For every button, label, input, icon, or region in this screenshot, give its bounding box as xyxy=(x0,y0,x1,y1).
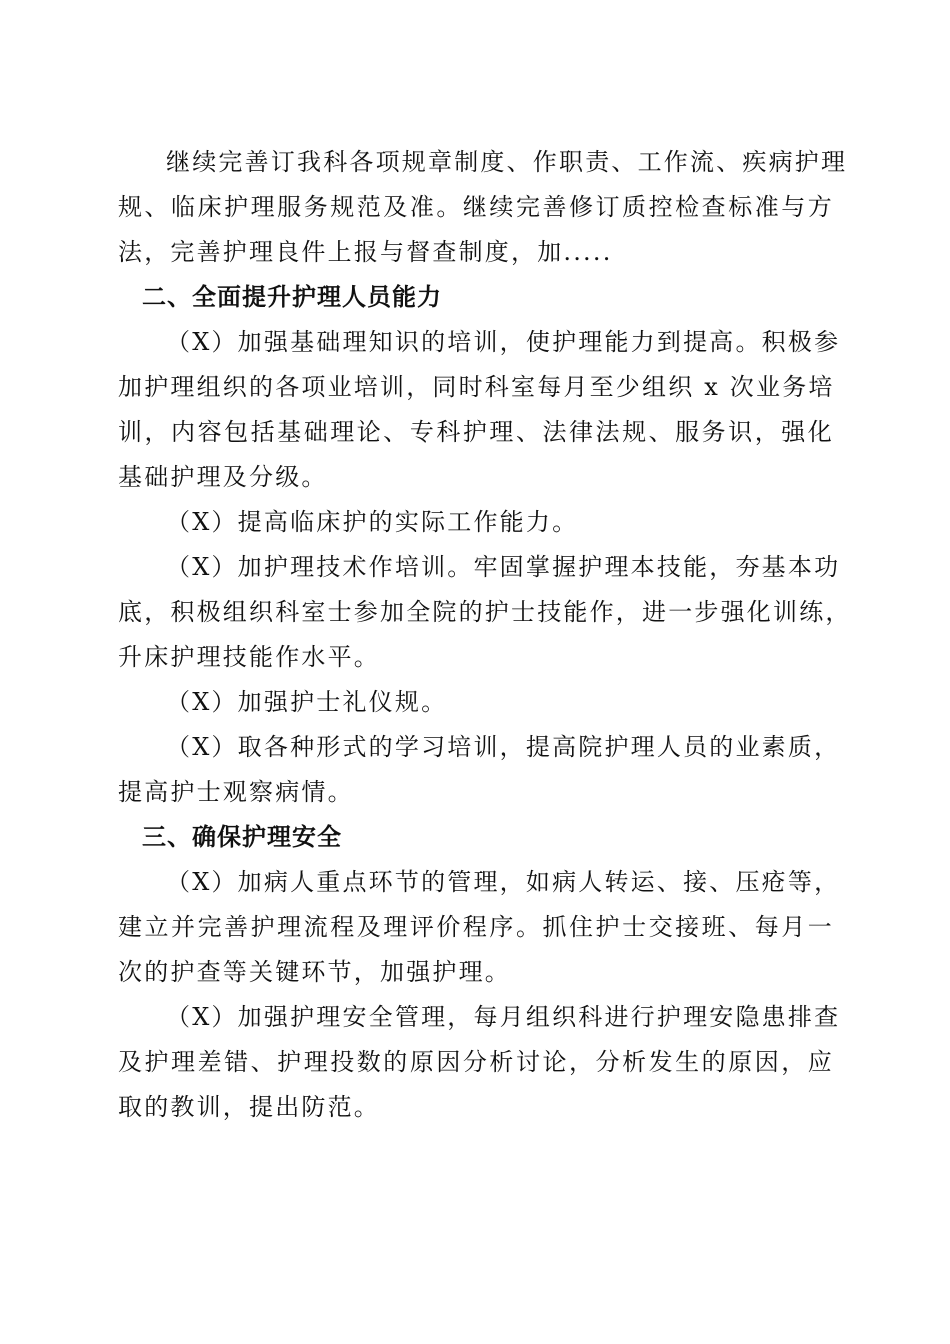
paragraph-line: 提高护士观察病情。 xyxy=(118,778,354,806)
paragraph-line: 取的教训，提出防范。 xyxy=(118,1093,380,1121)
paragraph-line: （X）加护理技术作培训。牢固掌握护理本技能，夯基本功 xyxy=(166,553,841,581)
paragraph-line: 规、临床护理服务规范及准。继续完善修订质控检查标准与方 xyxy=(118,193,834,221)
paragraph-line: （X）加病人重点环节的管理，如病人转运、接、压疮等， xyxy=(166,868,841,896)
paragraph-line: 及护理差错、护理投数的原因分析讨论，分析发生的原因，应 xyxy=(118,1048,834,1076)
paragraph-line: 继续完善订我科各项规章制度、作职责、工作流、疾病护理 xyxy=(166,148,848,176)
paragraph-line: 建立并完善护理流程及理评价程序。抓住护士交接班、每月一 xyxy=(118,913,834,941)
section-heading: 三、确保护理安全 xyxy=(142,823,342,851)
paragraph-line: （X）取各种形式的学习培训，提高院护理人员的业素质， xyxy=(166,733,841,761)
paragraph-line: 升床护理技能作水平。 xyxy=(118,643,380,671)
document-page xyxy=(118,140,852,1130)
paragraph-line: （X）加强基础理知识的培训，使护理能力到提高。积极参 xyxy=(166,328,841,356)
paragraph-line: 训，内容包括基础理论、专科护理、法律法规、服务识，强化 xyxy=(118,418,834,446)
paragraph-line: 底，积极组织科室士参加全院的护士技能作，进一步强化训练， xyxy=(118,598,852,626)
paragraph-line: 次的护查等关键环节，加强护理。 xyxy=(118,958,511,986)
paragraph-line: （X）加强护士礼仪规。 xyxy=(166,688,448,716)
paragraph-line: （X）提高临床护的实际工作能力。 xyxy=(166,508,579,536)
section-heading: 二、全面提升护理人员能力 xyxy=(142,283,442,311)
paragraph-line: 基础护理及分级。 xyxy=(118,463,328,491)
paragraph-line: （X）加强护理安全管理，每月组织科进行护理安隐患排查 xyxy=(166,1003,841,1031)
paragraph-line: 加护理组织的各项业培训，同时科室每月至少组织 x 次业务培 xyxy=(118,373,835,401)
paragraph-line: 法，完善护理良件上报与督查制度，加..... xyxy=(118,238,613,266)
